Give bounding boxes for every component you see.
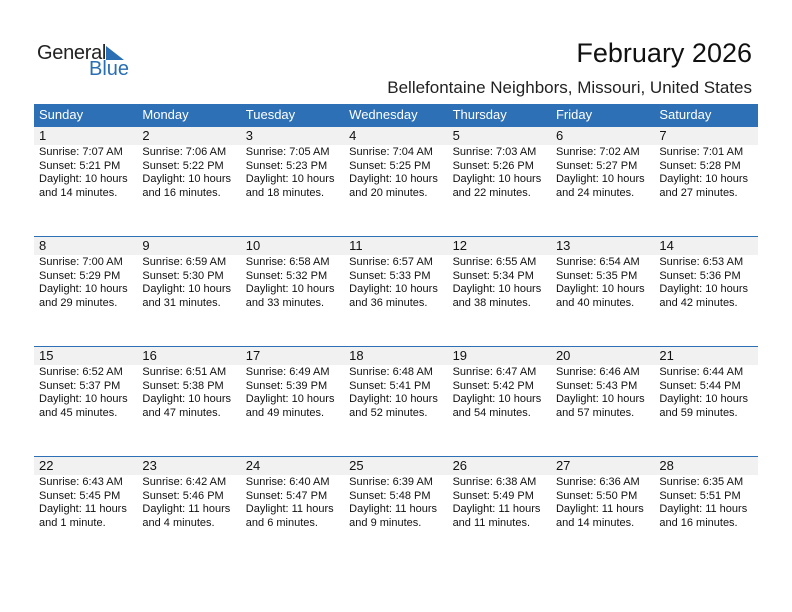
day-cell (654, 237, 757, 310)
sunrise-text: Sunrise: 6:54 AM (555, 256, 640, 268)
daylight-minutes-text: and 54 minutes. (452, 406, 531, 419)
sunset-text: Sunset: 5:21 PM (39, 159, 121, 172)
day-info (137, 475, 240, 530)
day-info (344, 255, 447, 310)
daylight-text: Daylight: 10 hours (349, 393, 438, 406)
week-row (34, 346, 758, 420)
day-info (448, 255, 551, 310)
sunset-text: Sunset: 5:30 PM (142, 269, 224, 282)
sunset-text: Sunset: 5:26 PM (452, 159, 534, 172)
sunrise-text: Sunrise: 6:40 AM (245, 476, 330, 488)
weekday-saturday: Saturday (659, 107, 712, 122)
daylight-minutes-text: and 31 minutes. (142, 296, 221, 309)
day-number: 22 (34, 457, 137, 475)
day-info (448, 145, 551, 200)
day-number: 9 (137, 237, 240, 255)
daylight-minutes-text: and 4 minutes. (142, 516, 215, 529)
sunset-text: Sunset: 5:44 PM (659, 379, 741, 392)
sunrise-text: Sunrise: 7:04 AM (349, 146, 433, 158)
day-info (137, 255, 240, 310)
sunrise-text: Sunrise: 6:36 AM (555, 476, 640, 488)
day-cell (241, 457, 344, 530)
day-number: 15 (34, 347, 137, 365)
sunrise-text: Sunrise: 6:58 AM (245, 256, 330, 268)
daylight-minutes-text: and 36 minutes. (349, 296, 428, 309)
logo-text-general: General (37, 42, 107, 64)
day-cell (137, 237, 240, 310)
sunrise-text: Sunrise: 7:01 AM (659, 146, 744, 158)
day-number: 14 (654, 237, 757, 255)
daylight-minutes-text: and 45 minutes. (39, 406, 118, 419)
daylight-minutes-text: and 47 minutes. (142, 406, 221, 419)
sunset-text: Sunset: 5:39 PM (245, 379, 328, 392)
sunrise-text: Sunrise: 7:00 AM (39, 256, 123, 268)
day-number: 25 (344, 457, 447, 475)
sunset-text: Sunset: 5:36 PM (659, 269, 741, 282)
sunset-text: Sunset: 5:45 PM (39, 489, 121, 502)
sunrise-text: Sunrise: 6:42 AM (142, 476, 227, 488)
weekday-monday: Monday (142, 107, 189, 122)
day-number: 10 (241, 237, 344, 255)
location-subtitle: Bellefontaine Neighbors, Missouri, United States (387, 78, 752, 97)
daylight-minutes-text: and 27 minutes. (659, 186, 738, 199)
daylight-minutes-text: and 18 minutes. (245, 186, 325, 199)
day-cell (654, 347, 757, 420)
weekday-sunday: Sunday (39, 107, 84, 122)
sunset-text: Sunset: 5:46 PM (142, 489, 224, 502)
day-cell (34, 237, 137, 310)
week-row (34, 456, 758, 530)
sunset-text: Sunset: 5:42 PM (452, 379, 534, 392)
sunrise-text: Sunrise: 6:57 AM (349, 256, 433, 268)
day-number: 17 (241, 347, 344, 365)
logo-text-blue: Blue (89, 58, 130, 80)
sunset-text: Sunset: 5:29 PM (39, 269, 121, 282)
daylight-text: Daylight: 10 hours (142, 283, 232, 296)
daylight-minutes-text: and 16 minutes. (142, 186, 221, 199)
sunrise-text: Sunrise: 6:51 AM (142, 366, 227, 378)
daylight-minutes-text: and 9 minutes. (349, 516, 422, 529)
sunset-text: Sunset: 5:38 PM (142, 379, 224, 392)
daylight-text: Daylight: 10 hours (39, 393, 128, 406)
sunrise-text: Sunrise: 7:05 AM (245, 146, 330, 158)
weekday-friday: Friday (555, 107, 593, 122)
day-number: 24 (241, 457, 344, 475)
sunset-text: Sunset: 5:35 PM (555, 269, 638, 282)
day-number: 5 (448, 127, 551, 145)
weekday-wednesday: Wednesday (349, 107, 418, 122)
day-cell (34, 457, 137, 530)
day-info (241, 255, 344, 310)
sunset-text: Sunset: 5:43 PM (555, 379, 638, 392)
day-number: 23 (137, 457, 240, 475)
sunrise-text: Sunrise: 6:35 AM (659, 476, 744, 488)
daylight-minutes-text: and 57 minutes. (555, 406, 635, 419)
daylight-minutes-text: and 24 minutes. (555, 186, 635, 199)
daylight-text: Daylight: 10 hours (659, 393, 749, 406)
daylight-minutes-text: and 6 minutes. (245, 516, 318, 529)
day-cell (448, 347, 551, 420)
sunset-text: Sunset: 5:51 PM (659, 489, 741, 502)
daylight-text: Daylight: 11 hours (555, 503, 644, 516)
sunrise-text: Sunrise: 6:38 AM (452, 476, 537, 488)
day-cell (241, 127, 344, 200)
sunset-text: Sunset: 5:27 PM (555, 159, 638, 172)
daylight-text: Daylight: 11 hours (39, 503, 127, 516)
sunset-text: Sunset: 5:48 PM (349, 489, 431, 502)
day-info (34, 255, 137, 310)
daylight-minutes-text: and 20 minutes. (349, 186, 428, 199)
day-number: 13 (551, 237, 654, 255)
day-info (448, 365, 551, 420)
daylight-text: Daylight: 10 hours (452, 173, 542, 186)
weekday-tuesday: Tuesday (245, 107, 296, 122)
day-number: 3 (241, 127, 344, 145)
day-info (551, 475, 654, 530)
sunrise-text: Sunrise: 6:46 AM (555, 366, 640, 378)
day-number: 7 (654, 127, 757, 145)
day-number: 26 (448, 457, 551, 475)
daylight-minutes-text: and 14 minutes. (39, 186, 118, 199)
day-info (654, 255, 757, 310)
sunrise-text: Sunrise: 6:39 AM (349, 476, 433, 488)
day-cell (551, 237, 654, 310)
day-number: 20 (551, 347, 654, 365)
daylight-minutes-text: and 33 minutes. (245, 296, 325, 309)
sunset-text: Sunset: 5:37 PM (39, 379, 121, 392)
sunrise-text: Sunrise: 6:59 AM (142, 256, 227, 268)
day-cell (551, 127, 654, 200)
daylight-text: Daylight: 10 hours (245, 173, 335, 186)
logo (37, 42, 137, 82)
day-info (241, 365, 344, 420)
day-number: 8 (34, 237, 137, 255)
daylight-text: Daylight: 10 hours (349, 173, 438, 186)
daylight-minutes-text: and 1 minute. (39, 516, 106, 529)
daylight-text: Daylight: 11 hours (349, 503, 438, 516)
day-info (34, 145, 137, 200)
day-number: 19 (448, 347, 551, 365)
daylight-minutes-text: and 14 minutes. (555, 516, 635, 529)
day-number: 21 (654, 347, 757, 365)
daylight-minutes-text: and 59 minutes. (659, 406, 738, 419)
day-info (241, 145, 344, 200)
day-info (137, 145, 240, 200)
sunrise-text: Sunrise: 7:07 AM (39, 146, 123, 158)
daylight-text: Daylight: 11 hours (452, 503, 541, 516)
day-cell (448, 237, 551, 310)
day-number: 1 (34, 127, 137, 145)
day-number: 18 (344, 347, 447, 365)
day-info (241, 475, 344, 530)
daylight-minutes-text: and 40 minutes. (555, 296, 635, 309)
daylight-minutes-text: and 42 minutes. (659, 296, 738, 309)
weekday-header-row (34, 104, 758, 126)
daylight-text: Daylight: 10 hours (245, 393, 335, 406)
day-cell (551, 457, 654, 530)
day-cell (241, 347, 344, 420)
day-cell (344, 127, 447, 200)
daylight-text: Daylight: 10 hours (142, 393, 232, 406)
daylight-text: Daylight: 10 hours (349, 283, 438, 296)
daylight-text: Daylight: 10 hours (39, 283, 128, 296)
sunset-text: Sunset: 5:34 PM (452, 269, 534, 282)
day-cell (448, 127, 551, 200)
day-info (654, 475, 757, 530)
day-info (551, 255, 654, 310)
weekday-thursday: Thursday (452, 107, 507, 122)
sunrise-text: Sunrise: 6:53 AM (659, 256, 744, 268)
day-number: 27 (551, 457, 654, 475)
page-title: February 2026 (576, 38, 752, 68)
sunset-text: Sunset: 5:25 PM (349, 159, 431, 172)
daylight-minutes-text: and 22 minutes. (452, 186, 531, 199)
daylight-text: Daylight: 10 hours (555, 173, 645, 186)
daylight-minutes-text: and 29 minutes. (39, 296, 118, 309)
sunset-text: Sunset: 5:33 PM (349, 269, 431, 282)
day-cell (34, 127, 137, 200)
daylight-text: Daylight: 11 hours (245, 503, 334, 516)
day-cell (137, 347, 240, 420)
daylight-text: Daylight: 10 hours (452, 393, 542, 406)
day-number: 2 (137, 127, 240, 145)
sunset-text: Sunset: 5:50 PM (555, 489, 638, 502)
day-info (34, 475, 137, 530)
day-cell (241, 237, 344, 310)
week-row (34, 236, 758, 310)
daylight-text: Daylight: 11 hours (142, 503, 231, 516)
day-number: 6 (551, 127, 654, 145)
sunrise-text: Sunrise: 6:52 AM (39, 366, 123, 378)
day-cell (344, 347, 447, 420)
day-info (654, 145, 757, 200)
day-info (551, 365, 654, 420)
daylight-text: Daylight: 10 hours (245, 283, 335, 296)
day-cell (137, 457, 240, 530)
day-number: 4 (344, 127, 447, 145)
daylight-text: Daylight: 10 hours (659, 283, 749, 296)
sunrise-text: Sunrise: 6:43 AM (39, 476, 123, 488)
daylight-minutes-text: and 16 minutes. (659, 516, 738, 529)
day-cell (654, 457, 757, 530)
week-row (34, 126, 758, 200)
sunrise-text: Sunrise: 6:55 AM (452, 256, 537, 268)
daylight-text: Daylight: 11 hours (659, 503, 748, 516)
daylight-text: Daylight: 10 hours (555, 283, 645, 296)
day-info (34, 365, 137, 420)
day-info (344, 145, 447, 200)
sunrise-text: Sunrise: 7:02 AM (555, 146, 640, 158)
day-number: 16 (137, 347, 240, 365)
sunset-text: Sunset: 5:41 PM (349, 379, 431, 392)
daylight-minutes-text: and 38 minutes. (452, 296, 531, 309)
daylight-minutes-text: and 49 minutes. (245, 406, 325, 419)
sunrise-text: Sunrise: 6:44 AM (659, 366, 744, 378)
daylight-text: Daylight: 10 hours (555, 393, 645, 406)
day-info (137, 365, 240, 420)
sunset-text: Sunset: 5:28 PM (659, 159, 741, 172)
sunset-text: Sunset: 5:47 PM (245, 489, 328, 502)
day-info (448, 475, 551, 530)
day-cell (34, 347, 137, 420)
sunrise-text: Sunrise: 6:48 AM (349, 366, 433, 378)
sunset-text: Sunset: 5:49 PM (452, 489, 534, 502)
sunrise-text: Sunrise: 7:03 AM (452, 146, 537, 158)
day-cell (654, 127, 757, 200)
daylight-text: Daylight: 10 hours (39, 173, 128, 186)
sunrise-text: Sunrise: 6:49 AM (245, 366, 330, 378)
sunrise-text: Sunrise: 6:47 AM (452, 366, 537, 378)
sunrise-text: Sunrise: 7:06 AM (142, 146, 227, 158)
day-number: 28 (654, 457, 757, 475)
daylight-minutes-text: and 11 minutes. (452, 516, 531, 529)
daylight-text: Daylight: 10 hours (142, 173, 232, 186)
day-info (654, 365, 757, 420)
sunset-text: Sunset: 5:22 PM (142, 159, 224, 172)
day-info (344, 475, 447, 530)
day-cell (137, 127, 240, 200)
day-cell (344, 237, 447, 310)
daylight-minutes-text: and 52 minutes. (349, 406, 428, 419)
day-info (344, 365, 447, 420)
daylight-text: Daylight: 10 hours (452, 283, 542, 296)
sunset-text: Sunset: 5:23 PM (245, 159, 328, 172)
day-number: 11 (344, 237, 447, 255)
day-number: 12 (448, 237, 551, 255)
day-cell (551, 347, 654, 420)
day-info (551, 145, 654, 200)
day-cell (344, 457, 447, 530)
day-cell (448, 457, 551, 530)
sunset-text: Sunset: 5:32 PM (245, 269, 328, 282)
daylight-text: Daylight: 10 hours (659, 173, 749, 186)
